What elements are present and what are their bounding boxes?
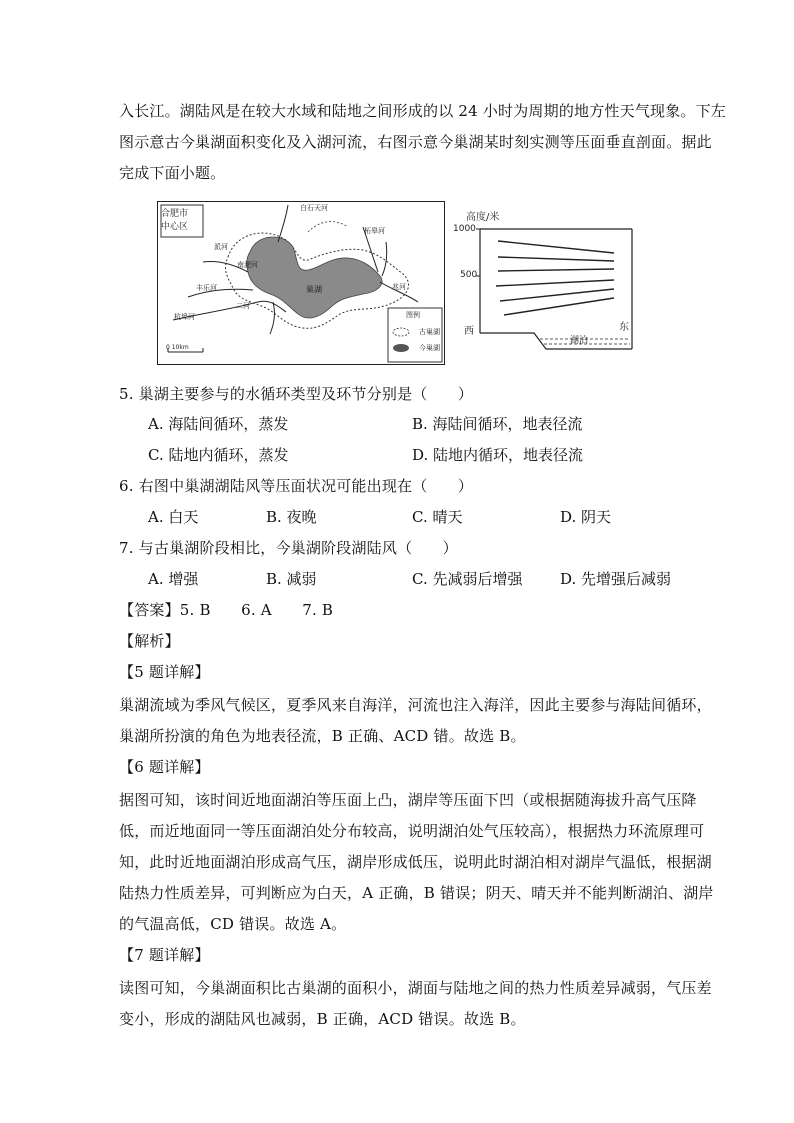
detail-6-line-4: 陆热力性质差异，可判断应为白天，A 正确，B 错误；阴天、晴天并不能判断湖泊、湖岸 (119, 884, 714, 902)
q7-option-a: A. 增强 (148, 570, 199, 588)
q6-option-b: B. 夜晚 (266, 508, 317, 526)
q5-option-d: D. 陆地内循环，地表径流 (412, 446, 584, 464)
river-label-nanfei: 南淝河 (237, 261, 258, 269)
profile-y-axis-label: 高度/米 (466, 212, 500, 223)
river-branch (382, 242, 387, 276)
isobar-6 (504, 298, 614, 315)
river-label-hangbu: 杭埠河 (174, 313, 195, 321)
question-6-stem: 6. 右图中巢湖湖陆风等压面状况可能出现在（ ） (119, 477, 474, 495)
answer-line: 【答案】5. B 6. A 7. B (119, 601, 334, 619)
question-7-stem: 7. 与古巢湖阶段相比，今巢湖阶段湖陆风（ ） (119, 539, 458, 557)
isobar-4 (496, 280, 614, 286)
detail-5-line-1: 巢湖流域为季风气候区，夏季风来自海洋，河流也注入海洋，因此主要参与海陆间循环， (119, 696, 712, 714)
profile-west: 西 (464, 326, 474, 337)
detail-7-line-1: 读图可知，今巢湖面积比古巢湖的面积小，湖面与陆地之间的热力性质差异减弱，气压差 (119, 979, 712, 997)
legend-new-label: 今巢湖 (419, 344, 440, 352)
profile-east: 东 (619, 322, 629, 333)
q7-option-d: D. 先增强后减弱 (560, 570, 672, 588)
intro-line-1: 入长江。湖陆风是在较大水域和陆地之间形成的以 24 小时为周期的地方性天气现象。下左 (119, 102, 727, 120)
river-label-er: 二河 (236, 302, 250, 310)
q6-option-c: C. 晴天 (412, 508, 463, 526)
new-lake-shape (247, 237, 382, 318)
detail-6-heading: 【6 题详解】 (119, 758, 210, 776)
pressure-profile-chart (474, 215, 654, 355)
legend-new-symbol (393, 344, 409, 352)
isobar-1 (498, 241, 614, 253)
profile-lake-label: 湖泊 (570, 336, 589, 346)
river-nanfei (278, 205, 288, 242)
q5-option-a: A. 海陆间循环，蒸发 (148, 415, 289, 433)
legend-old-label: 古巢湖 (419, 328, 440, 336)
intro-line-3: 完成下面小题。 (119, 164, 226, 182)
detail-5-heading: 【5 题详解】 (119, 663, 210, 681)
detail-7-line-2: 变小，形成的湖陆风也减弱，B 正确，ACD 错误。故选 B。 (119, 1010, 526, 1028)
river-label-pai: 派河 (214, 243, 228, 251)
river-baishi (308, 222, 348, 232)
river-label-zhao: 兆河 (392, 283, 406, 291)
q7-option-b: B. 减弱 (266, 570, 317, 588)
river-label-baishi: 白石天河 (300, 204, 328, 212)
river-label-zhegao: 柘皋河 (364, 227, 385, 235)
q7-option-c: C. 先减弱后增强 (412, 570, 523, 588)
q6-option-a: A. 白天 (148, 508, 199, 526)
legend-title: 图例 (406, 311, 420, 319)
isobar-3 (498, 269, 614, 271)
lake-label: 巢湖 (306, 285, 322, 294)
q6-option-d: D. 阴天 (560, 508, 612, 526)
detail-5-line-2: 巢湖所扮演的角色为地表径流，B 正确、ACD 错。故选 B。 (119, 727, 526, 745)
profile-tick-500: 500 (460, 270, 478, 280)
detail-7-heading: 【7 题详解】 (119, 946, 210, 964)
detail-6-line-5: 的气温高低，CD 错误。故选 A。 (119, 915, 347, 933)
intro-line-2: 图示意古今巢湖面积变化及入湖河流，右图示意今巢湖某时刻实测等压面垂直剖面。据此 (119, 133, 712, 151)
profile-tick-1000: 1000 (453, 224, 476, 234)
question-5-stem: 5. 巢湖主要参与的水循环类型及环节分别是（ ） (119, 385, 474, 403)
isobar-5 (500, 289, 614, 301)
isobar-2 (498, 257, 614, 261)
q5-option-b: B. 海陆间循环，地表径流 (412, 415, 583, 433)
detail-6-line-1: 据图可知，该时间近地面湖泊等压面上凸，湖岸等压面下凹（或根据随海拔升高气压降 (119, 791, 697, 809)
ground-line (480, 333, 632, 349)
q5-option-c: C. 陆地内循环，蒸发 (148, 446, 289, 464)
city-label-1: 合肥市 (161, 209, 189, 219)
city-label-2: 中心区 (161, 222, 189, 232)
river-erhe (270, 302, 274, 334)
detail-6-line-2: 低，而近地面同一等压面湖泊处分布较高，说明湖泊处气压较高），根据热力环流原理可 (119, 822, 705, 840)
analysis-heading: 【解析】 (119, 632, 180, 650)
scale-label: 0 10km (166, 344, 189, 351)
river-label-fengle: 丰乐河 (196, 284, 217, 292)
detail-6-line-3: 知，此时近地面湖泊形成高气压，湖岸形成低压，说明此时湖泊相对湖岸气温低，根据湖 (119, 853, 712, 871)
